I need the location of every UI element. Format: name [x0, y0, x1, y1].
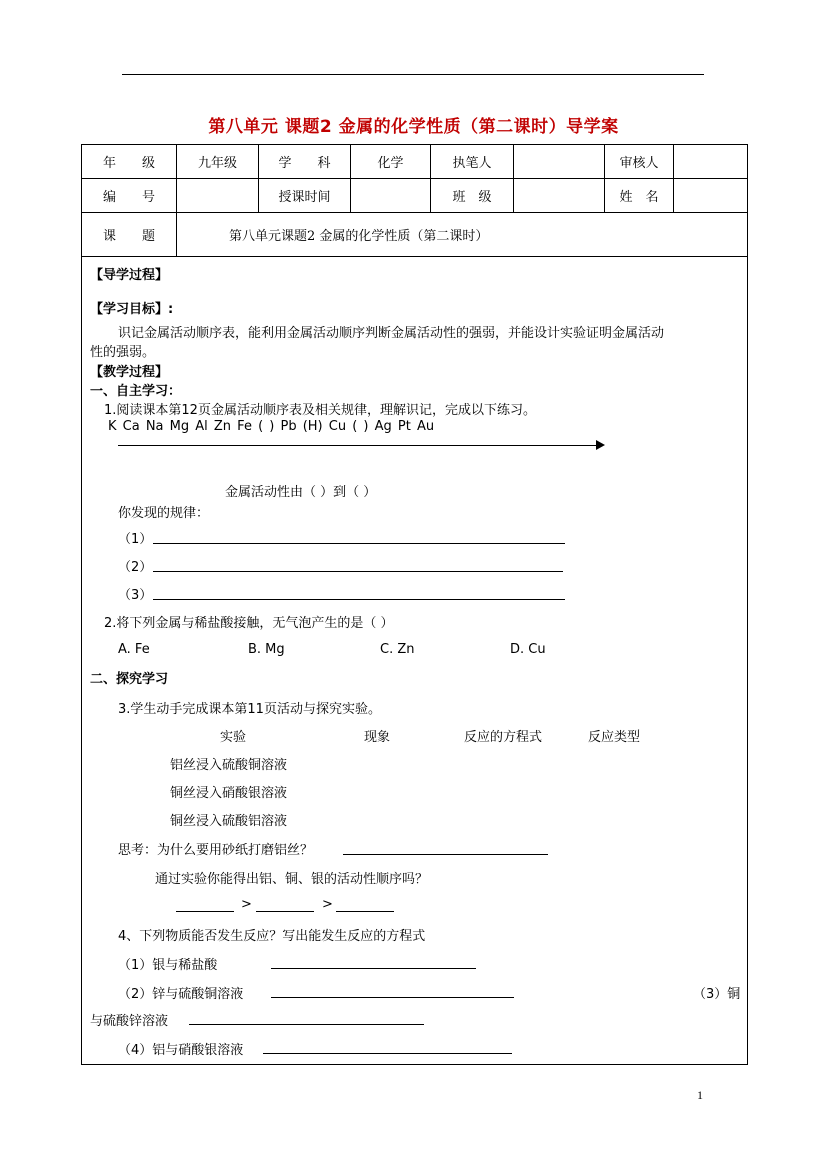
rule-3-label: （3） [118, 588, 153, 603]
objective-text-2: 性的强弱。 [90, 345, 156, 360]
reaction-1-blank[interactable] [271, 968, 476, 969]
writer-label: 执笔人 [431, 145, 514, 179]
reaction-4-blank[interactable] [263, 1053, 512, 1054]
reaction-1: （1）银与稀盐酸 [118, 958, 218, 973]
subject-value: 化学 [351, 145, 431, 179]
class-label: 班 级 [431, 179, 514, 213]
activity-series: K Ca Na Mg Al Zn Fe ( ) Pb (H) Cu ( ) Ag Pt Au [108, 419, 435, 434]
time-value[interactable] [351, 179, 431, 213]
reaction-3-blank[interactable] [189, 1024, 424, 1025]
teaching-heading: 【教学过程】 [90, 365, 169, 380]
name-label: 姓 名 [605, 179, 674, 213]
think-blank[interactable] [343, 854, 548, 855]
part2-heading: 二、探究学习 [90, 672, 169, 687]
greater-than-1: > [241, 897, 252, 912]
experiment-3: 铜丝浸入硫酸铝溶液 [170, 814, 288, 829]
topic-label: 课 题 [82, 213, 177, 257]
reaction-3-start: （3）铜 [693, 987, 741, 1002]
col-equation: 反应的方程式 [464, 730, 543, 745]
header-rule [122, 74, 704, 75]
reaction-4: （4）铝与硝酸银溶液 [118, 1043, 244, 1058]
series-arrow-line [118, 445, 598, 446]
option-d[interactable]: D. Cu [510, 642, 546, 657]
order-blank-2[interactable] [256, 911, 314, 912]
rule-2-label: （2） [118, 560, 153, 575]
page-number: 1 [697, 1088, 703, 1102]
order-blank-3[interactable] [336, 911, 394, 912]
question-1: 1.阅读课本第12页金属活动顺序表及相关规律，理解识记，完成以下练习。 [104, 403, 536, 418]
question-3: 3.学生动手完成课本第11页活动与探究实验。 [118, 702, 381, 717]
reviewer-value[interactable] [674, 145, 748, 179]
think-question: 思考：为什么要用砂纸打磨铝丝？ [118, 843, 314, 858]
class-value[interactable] [514, 179, 605, 213]
rule-1-blank[interactable] [153, 543, 565, 544]
activity-order: 金属活动性由（ ）到（ ） [225, 485, 377, 500]
writer-value[interactable] [514, 145, 605, 179]
objective-heading: 【学习目标】: [90, 302, 174, 317]
name-value[interactable] [674, 179, 748, 213]
guide-process-heading: 【导学过程】 [90, 268, 169, 283]
reaction-2: （2）锌与硫酸铜溶液 [118, 987, 244, 1002]
found-rule: 你发现的规律： [118, 506, 210, 521]
reaction-2-blank[interactable] [271, 997, 514, 998]
reviewer-label: 审核人 [605, 145, 674, 179]
col-phenomenon: 现象 [364, 730, 391, 745]
arrow-right-icon [596, 440, 605, 450]
number-label: 编 号 [82, 179, 177, 213]
rule-1-label: （1） [118, 532, 153, 547]
subject-label: 学 科 [259, 145, 351, 179]
greater-than-2: > [322, 897, 333, 912]
rule-2-blank[interactable] [153, 571, 563, 572]
option-c[interactable]: C. Zn [380, 642, 415, 657]
grade-value: 九年级 [177, 145, 259, 179]
page-title: 第八单元 课题2 金属的化学性质（第二课时）导学案 [208, 117, 619, 137]
time-label: 授课时间 [259, 179, 351, 213]
question-2: 2.将下列金属与稀盐酸接触，无气泡产生的是（ ） [104, 616, 394, 631]
option-a[interactable]: A. Fe [118, 642, 150, 657]
question-4: 4、下列物质能否发生反应？写出能发生反应的方程式 [118, 929, 426, 944]
info-table [81, 144, 748, 257]
part1-heading: 一、自主学习： [90, 384, 182, 399]
grade-label: 年 级 [82, 145, 177, 179]
order-blank-1[interactable] [176, 911, 234, 912]
reaction-3-end: 与硫酸锌溶液 [90, 1014, 169, 1029]
objective-text-1: 识记金属活动顺序表，能利用金属活动顺序判断金属活动性的强弱，并能设计实验证明金属活动 [118, 326, 665, 341]
option-b[interactable]: B. Mg [248, 642, 285, 657]
col-type: 反应类型 [588, 730, 641, 745]
topic-value: 第八单元课题2 金属的化学性质（第二课时） [177, 213, 748, 257]
col-experiment: 实验 [220, 730, 247, 745]
number-value[interactable] [177, 179, 259, 213]
experiment-1: 铝丝浸入硫酸铜溶液 [170, 758, 288, 773]
rule-3-blank[interactable] [153, 599, 565, 600]
order-question: 通过实验你能得出铝、铜、银的活动性顺序吗？ [155, 872, 429, 887]
experiment-2: 铜丝浸入硝酸银溶液 [170, 786, 288, 801]
